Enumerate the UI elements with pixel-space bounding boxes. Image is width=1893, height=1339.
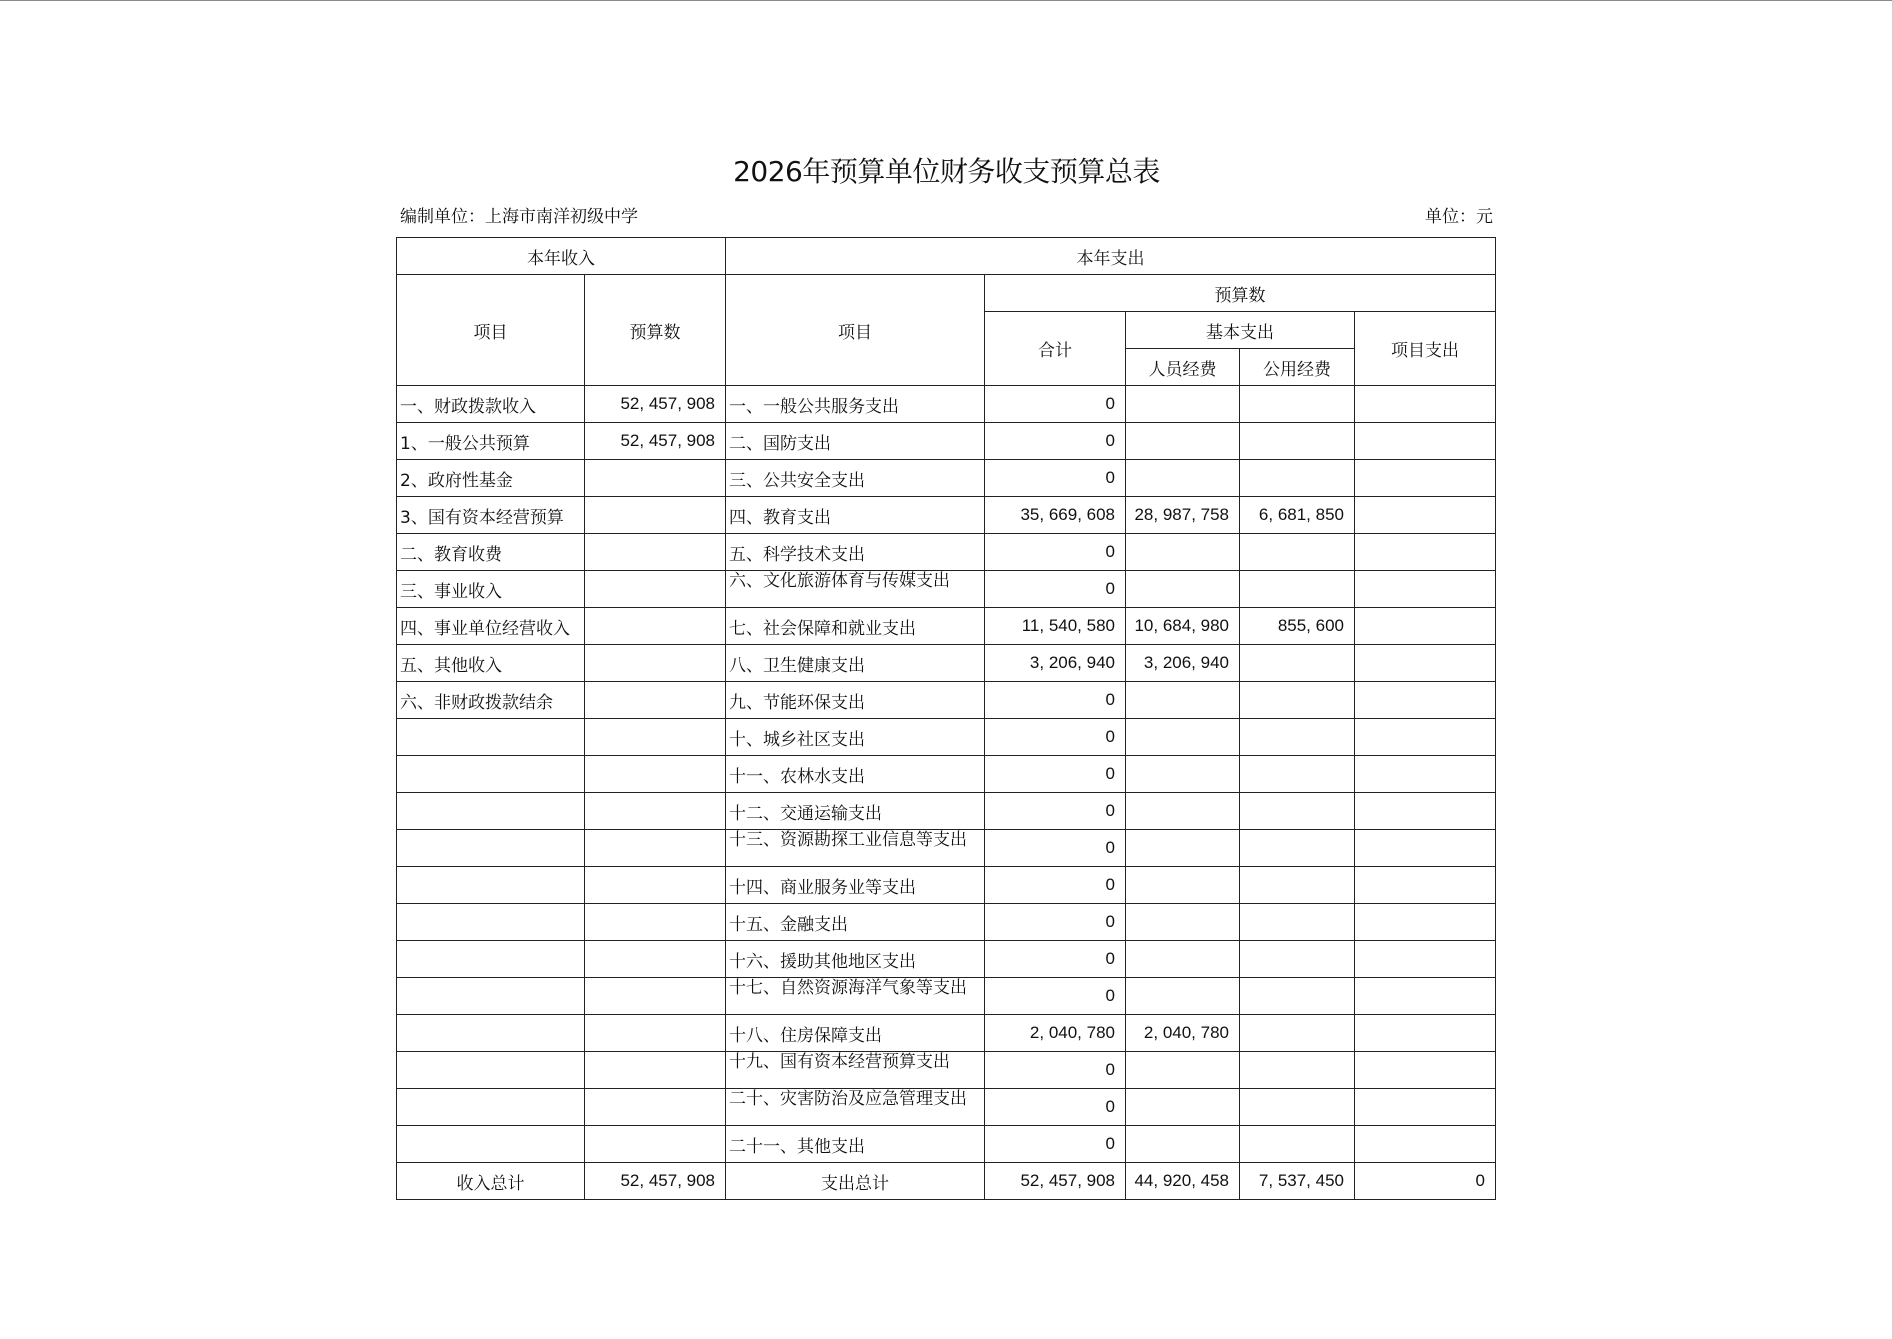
expense-total-cell: 0 xyxy=(985,978,1126,1015)
project-cell xyxy=(1355,941,1496,978)
table-row xyxy=(397,645,1496,682)
expense-item-cell: 十八、住房保障支出 xyxy=(726,1015,985,1052)
income-amount-cell: 52, 457, 908 xyxy=(585,423,726,460)
income-amount-cell xyxy=(585,904,726,941)
project-cell xyxy=(1355,645,1496,682)
public-cell xyxy=(1240,534,1355,571)
budget-group-header: 预算数 xyxy=(985,275,1496,312)
public-cell xyxy=(1240,645,1355,682)
public-cell xyxy=(1240,978,1355,1015)
expense-item-cell: 七、社会保障和就业支出 xyxy=(726,608,985,645)
income-amount-cell xyxy=(585,756,726,793)
basic-expense-header: 基本支出 xyxy=(1126,312,1355,349)
expense-total-cell: 0 xyxy=(985,423,1126,460)
public-total-amount: 7, 537, 450 xyxy=(1240,1163,1355,1200)
expense-item-text: 十七、自然资源海洋气象等支出 xyxy=(729,978,967,998)
project-cell xyxy=(1355,423,1496,460)
expense-item-header: 项目 xyxy=(726,275,985,386)
income-item-cell xyxy=(397,756,585,793)
public-cell xyxy=(1240,460,1355,497)
public-cell xyxy=(1240,719,1355,756)
income-item-cell xyxy=(397,830,585,867)
unit-label: 单位：元 xyxy=(1425,207,1493,227)
expense-total-label: 支出总计 xyxy=(726,1163,985,1200)
public-cell xyxy=(1240,386,1355,423)
table-row xyxy=(397,756,1496,793)
table-row xyxy=(397,719,1496,756)
public-cell xyxy=(1240,867,1355,904)
table-row xyxy=(397,1052,1496,1089)
project-expense-header: 项目支出 xyxy=(1355,312,1496,386)
public-cell xyxy=(1240,1052,1355,1089)
personnel-cell: 28, 987, 758 xyxy=(1126,497,1240,534)
expense-item-cell: 十二、交通运输支出 xyxy=(726,793,985,830)
expense-total-cell: 2, 040, 780 xyxy=(985,1015,1126,1052)
expense-item-cell: 二、国防支出 xyxy=(726,423,985,460)
income-amount-cell xyxy=(585,1052,726,1089)
personnel-cell xyxy=(1126,904,1240,941)
personnel-cell xyxy=(1126,1052,1240,1089)
project-cell xyxy=(1355,1052,1496,1089)
income-item-header: 项目 xyxy=(397,275,585,386)
income-item-cell: 2、政府性基金 xyxy=(397,460,585,497)
personnel-cell xyxy=(1126,571,1240,608)
page-title: 2026年预算单位财务收支预算总表 xyxy=(733,155,1160,188)
public-cell xyxy=(1240,904,1355,941)
project-cell xyxy=(1355,1015,1496,1052)
project-cell xyxy=(1355,1089,1496,1126)
public-cell xyxy=(1240,756,1355,793)
income-amount-cell xyxy=(585,1015,726,1052)
income-amount-cell xyxy=(585,608,726,645)
income-item-cell xyxy=(397,978,585,1015)
project-cell xyxy=(1355,978,1496,1015)
expense-total-cell: 0 xyxy=(985,386,1126,423)
income-item-cell: 四、事业单位经营收入 xyxy=(397,608,585,645)
expense-item-cell: 四、教育支出 xyxy=(726,497,985,534)
public-header: 公用经费 xyxy=(1240,349,1355,386)
public-cell xyxy=(1240,1015,1355,1052)
expense-total-cell: 0 xyxy=(985,904,1126,941)
table-row xyxy=(397,904,1496,941)
project-cell xyxy=(1355,460,1496,497)
page-top-border xyxy=(0,0,1893,1)
expense-total-cell: 0 xyxy=(985,756,1126,793)
public-cell xyxy=(1240,682,1355,719)
public-cell: 6, 681, 850 xyxy=(1240,497,1355,534)
table-row xyxy=(397,1015,1496,1052)
expense-total-cell: 0 xyxy=(985,719,1126,756)
table-row xyxy=(397,423,1496,460)
expense-item-text: 十九、国有资本经营预算支出 xyxy=(729,1052,950,1072)
expense-item-cell xyxy=(726,978,985,1015)
income-amount-cell xyxy=(585,682,726,719)
public-cell xyxy=(1240,1089,1355,1126)
personnel-cell xyxy=(1126,1089,1240,1126)
expense-item-cell: 十、城乡社区支出 xyxy=(726,719,985,756)
expense-item-cell xyxy=(726,1052,985,1089)
expense-item-text: 六、文化旅游体育与传媒支出 xyxy=(729,571,950,591)
income-item-cell xyxy=(397,1015,585,1052)
income-amount-cell xyxy=(585,1089,726,1126)
income-budget-header: 预算数 xyxy=(585,275,726,386)
public-cell xyxy=(1240,793,1355,830)
income-amount-cell xyxy=(585,460,726,497)
project-cell xyxy=(1355,386,1496,423)
personnel-cell xyxy=(1126,719,1240,756)
personnel-cell xyxy=(1126,386,1240,423)
expense-total-cell: 11, 540, 580 xyxy=(985,608,1126,645)
personnel-cell xyxy=(1126,460,1240,497)
income-amount-cell xyxy=(585,645,726,682)
income-item-cell xyxy=(397,1126,585,1163)
income-total-amount: 52, 457, 908 xyxy=(585,1163,726,1200)
income-item-cell: 三、事业收入 xyxy=(397,571,585,608)
income-amount-cell xyxy=(585,1126,726,1163)
project-cell xyxy=(1355,756,1496,793)
income-item-cell xyxy=(397,904,585,941)
expense-total-cell: 0 xyxy=(985,571,1126,608)
expense-item-cell: 二十一、其他支出 xyxy=(726,1126,985,1163)
project-cell xyxy=(1355,682,1496,719)
income-item-cell xyxy=(397,1052,585,1089)
expense-total-cell: 0 xyxy=(985,682,1126,719)
income-item-cell xyxy=(397,941,585,978)
income-amount-cell xyxy=(585,571,726,608)
expense-item-cell xyxy=(726,1089,985,1126)
header-row-2 xyxy=(397,275,1496,312)
personnel-header: 人员经费 xyxy=(1126,349,1240,386)
expense-total-cell: 0 xyxy=(985,534,1126,571)
table-row xyxy=(397,497,1496,534)
header-row-1 xyxy=(397,238,1496,275)
public-cell xyxy=(1240,941,1355,978)
personnel-total-amount: 44, 920, 458 xyxy=(1126,1163,1240,1200)
expense-total-amount: 52, 457, 908 xyxy=(985,1163,1126,1200)
expense-item-cell xyxy=(726,571,985,608)
expense-total-cell: 0 xyxy=(985,793,1126,830)
income-amount-cell xyxy=(585,830,726,867)
table-row xyxy=(397,682,1496,719)
income-item-cell: 二、教育收费 xyxy=(397,534,585,571)
project-cell xyxy=(1355,867,1496,904)
personnel-cell: 10, 684, 980 xyxy=(1126,608,1240,645)
table-row xyxy=(397,608,1496,645)
project-cell xyxy=(1355,571,1496,608)
public-cell xyxy=(1240,830,1355,867)
project-cell xyxy=(1355,719,1496,756)
income-item-cell xyxy=(397,867,585,904)
income-item-cell: 六、非财政拨款结余 xyxy=(397,682,585,719)
income-amount-cell xyxy=(585,534,726,571)
expense-item-cell: 十四、商业服务业等支出 xyxy=(726,867,985,904)
personnel-cell xyxy=(1126,978,1240,1015)
public-cell xyxy=(1240,571,1355,608)
income-amount-cell xyxy=(585,497,726,534)
table-row xyxy=(397,386,1496,423)
public-cell xyxy=(1240,423,1355,460)
personnel-cell xyxy=(1126,682,1240,719)
income-item-cell: 3、国有资本经营预算 xyxy=(397,497,585,534)
personnel-cell xyxy=(1126,534,1240,571)
income-item-cell xyxy=(397,1089,585,1126)
income-amount-cell xyxy=(585,793,726,830)
personnel-cell xyxy=(1126,793,1240,830)
personnel-cell xyxy=(1126,423,1240,460)
table-row xyxy=(397,830,1496,867)
table-row xyxy=(397,793,1496,830)
project-cell xyxy=(1355,608,1496,645)
expense-total-cell: 35, 669, 608 xyxy=(985,497,1126,534)
table-row xyxy=(397,534,1496,571)
income-item-cell xyxy=(397,793,585,830)
expense-item-cell: 十五、金融支出 xyxy=(726,904,985,941)
table-row xyxy=(397,460,1496,497)
expense-item-cell: 三、公共安全支出 xyxy=(726,460,985,497)
table-row xyxy=(397,1126,1496,1163)
expense-total-cell: 0 xyxy=(985,1126,1126,1163)
personnel-cell xyxy=(1126,867,1240,904)
budget-table xyxy=(396,237,1496,1200)
personnel-cell: 2, 040, 780 xyxy=(1126,1015,1240,1052)
expense-item-cell: 一、一般公共服务支出 xyxy=(726,386,985,423)
table-row xyxy=(397,978,1496,1015)
total-header: 合计 xyxy=(985,312,1126,386)
expense-total-cell: 0 xyxy=(985,1089,1126,1126)
income-item-cell: 五、其他收入 xyxy=(397,645,585,682)
totals-row xyxy=(397,1163,1496,1200)
income-amount-cell xyxy=(585,867,726,904)
personnel-cell xyxy=(1126,830,1240,867)
project-cell xyxy=(1355,497,1496,534)
expense-total-cell: 3, 206, 940 xyxy=(985,645,1126,682)
income-amount-cell xyxy=(585,941,726,978)
project-cell xyxy=(1355,534,1496,571)
public-cell: 855, 600 xyxy=(1240,608,1355,645)
expense-item-cell: 八、卫生健康支出 xyxy=(726,645,985,682)
table-row xyxy=(397,941,1496,978)
expense-total-cell: 0 xyxy=(985,941,1126,978)
income-amount-cell: 52, 457, 908 xyxy=(585,386,726,423)
expense-item-cell: 十六、援助其他地区支出 xyxy=(726,941,985,978)
income-item-cell xyxy=(397,719,585,756)
personnel-cell xyxy=(1126,941,1240,978)
expense-item-cell: 十一、农林水支出 xyxy=(726,756,985,793)
project-cell xyxy=(1355,904,1496,941)
expense-total-cell: 0 xyxy=(985,460,1126,497)
expense-item-cell: 九、节能环保支出 xyxy=(726,682,985,719)
income-section-header: 本年收入 xyxy=(397,238,726,275)
table-row xyxy=(397,571,1496,608)
project-total-amount: 0 xyxy=(1355,1163,1496,1200)
income-total-label: 收入总计 xyxy=(397,1163,585,1200)
personnel-cell: 3, 206, 940 xyxy=(1126,645,1240,682)
expense-section-header: 本年支出 xyxy=(726,238,1496,275)
project-cell xyxy=(1355,1126,1496,1163)
table-row xyxy=(397,1089,1496,1126)
personnel-cell xyxy=(1126,1126,1240,1163)
project-cell xyxy=(1355,830,1496,867)
income-amount-cell xyxy=(585,719,726,756)
personnel-cell xyxy=(1126,756,1240,793)
expense-item-text: 二十、灾害防治及应急管理支出 xyxy=(729,1089,967,1109)
project-cell xyxy=(1355,793,1496,830)
expense-item-text: 十三、资源勘探工业信息等支出 xyxy=(729,830,967,850)
income-item-cell: 1、一般公共预算 xyxy=(397,423,585,460)
table-row xyxy=(397,867,1496,904)
income-amount-cell xyxy=(585,978,726,1015)
expense-total-cell: 0 xyxy=(985,830,1126,867)
income-item-cell: 一、财政拨款收入 xyxy=(397,386,585,423)
expense-total-cell: 0 xyxy=(985,867,1126,904)
expense-item-cell xyxy=(726,830,985,867)
expense-item-cell: 五、科学技术支出 xyxy=(726,534,985,571)
expense-total-cell: 0 xyxy=(985,1052,1126,1089)
org-label: 编制单位：上海市南洋初级中学 xyxy=(400,207,638,227)
public-cell xyxy=(1240,1126,1355,1163)
